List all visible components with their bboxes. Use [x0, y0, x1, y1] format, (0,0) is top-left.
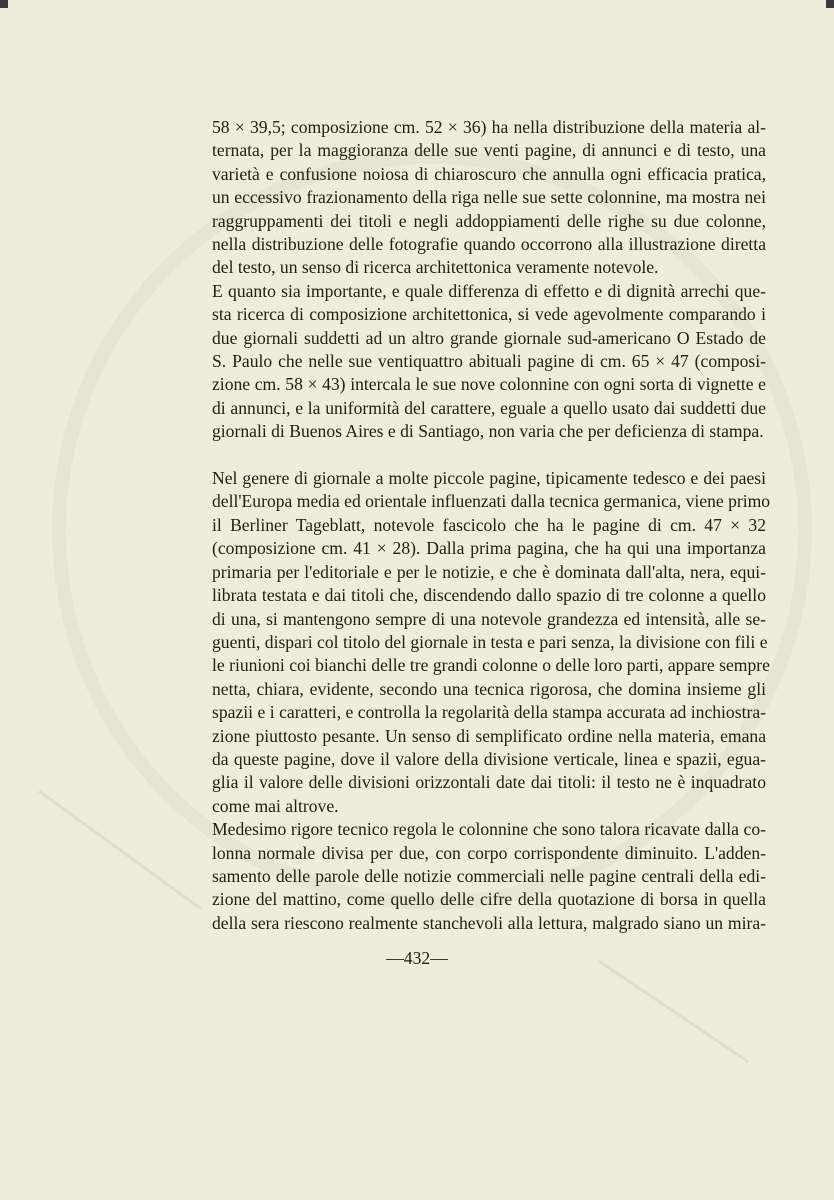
- text-line: della sera riescono realmente stanchevoli alla lettura, malgrado siano un mira-: [212, 912, 766, 933]
- text-line: varietà e confusione noiosa di chiaroscuro che annulla ogni efficacia pratica,: [212, 163, 766, 184]
- text-line: lonna normale divisa per due, con corpo corrispondente diminuito. L'adden-: [212, 842, 766, 863]
- corner-mark: [0, 0, 8, 8]
- text-line: spazii e i caratteri, e controlla la regolarità della stampa accurata ad inchiostra-: [212, 702, 766, 723]
- text-line: guenti, dispari col titolo del giornale in testa e pari senza, la divisione con fili e: [212, 631, 768, 652]
- text-line: samento delle parole delle notizie commerciali nelle pagine centrali della edi-: [212, 865, 766, 886]
- show-through-line: [598, 960, 749, 1063]
- page-number: —432—: [386, 948, 448, 968]
- text-line: da queste pagine, dove il valore della divisione verticale, linea e spazii, egua-: [212, 748, 766, 769]
- text-line: Medesimo rigore tecnico regola le colonnine che sono talora ricavate dalla co-: [212, 819, 766, 840]
- text-line: (composizione cm. 41 × 28). Dalla prima pagina, che ha qui una importanza: [212, 538, 766, 559]
- text-line: zione cm. 58 × 43) intercala le sue nove colonnine con ogni sorta di vignette e: [212, 374, 766, 395]
- text-line: zione piuttosto pesante. Un senso di semplificato ordine nella materia, emana: [212, 725, 766, 746]
- text-line: primaria per l'editoriale e per le notizie, e che è dominata dall'alta, nera, equi-: [212, 561, 766, 582]
- text-line: nella distribuzione delle fotografie quando occorrono alla illustrazione diretta: [212, 234, 766, 255]
- body-text: [212, 116, 771, 935]
- text-line: zione del mattino, come quello delle cifre della quotazione di borsa in quella: [212, 889, 766, 910]
- text-line: Nel genere di giornale a molte piccole pagine, tipicamente tedesco e dei paesi: [212, 468, 766, 489]
- text-line: di una, si mantengono sempre di una notevole grandezza ed intensità, alle se-: [212, 608, 766, 629]
- text-line: come mai altrove.: [212, 795, 339, 816]
- text-line: le riunioni coi bianchi delle tre grandi colonne o delle loro parti, appare sempre: [212, 655, 770, 676]
- text-line: il Berliner Tageblatt, notevole fascicolo che ha le pagine di cm. 47 × 32: [212, 514, 766, 535]
- text-line: di annunci, e la uniformità del carattere, eguale a quello usato dai suddetti due: [212, 397, 766, 418]
- text-line: giornali di Buenos Aires e di Santiago, non varia che per deficienza di stampa.: [212, 421, 764, 442]
- corner-mark: [826, 0, 834, 8]
- text-line: raggruppamenti dei titoli e negli addoppiamenti delle righe su due colonne,: [212, 210, 766, 231]
- text-line: un eccessivo frazionamento della riga nelle sue sette colonnine, ma mostra nei: [212, 187, 766, 208]
- text-line: 58 × 39,5; composizione cm. 52 × 36) ha nella distribuzione della materia al-: [212, 117, 766, 137]
- text-line: S. Paulo che nelle sue ventiquattro abituali pagine di cm. 65 × 47 (composi-: [212, 351, 766, 372]
- text-line: librata testata e dai titoli che, discendendo dallo spazio di tre colonne a quello: [212, 585, 766, 606]
- text-line: netta, chiara, evidente, secondo una tecnica rigorosa, che domina insieme gli: [212, 678, 766, 699]
- text-line: due giornali suddetti ad un altro grande giornale sud-americano O Estado de: [212, 327, 766, 348]
- text-line: ternata, per la maggioranza delle sue venti pagine, di annunci e di testo, una: [212, 140, 766, 161]
- text-line: del testo, un senso di ricerca architettonica veramente notevole.: [212, 257, 659, 278]
- text-line: glia il valore delle divisioni orizzontali date dai titoli: il testo ne è inquadrato: [212, 772, 766, 793]
- text-line: dell'Europa media ed orientale influenzati dalla tecnica germanica, viene primo: [212, 491, 771, 512]
- text-line: E quanto sia importante, e quale differenza di effetto e di dignità arrechi que-: [212, 280, 766, 301]
- text-line: sta ricerca di composizione architettonica, si vede agevolmente comparando i: [212, 304, 766, 325]
